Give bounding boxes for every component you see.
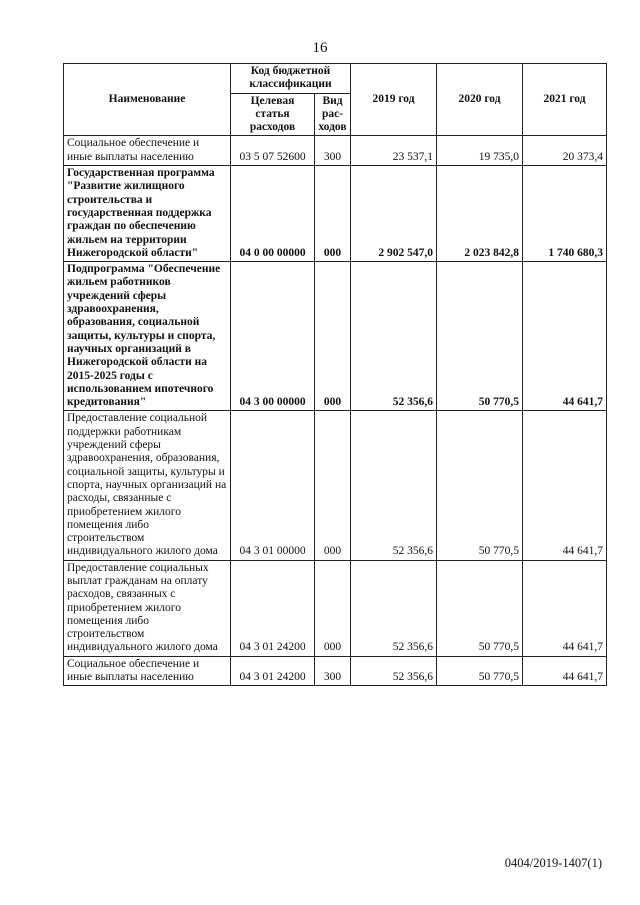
table-row [64,656,607,686]
row-value-2019: 2 902 547,0 [351,166,437,262]
row-expense-type: 300 [315,136,351,166]
row-target-item: 04 3 00 00000 [231,262,315,411]
header-target-item: Целевая статья расходов [231,93,315,136]
row-expense-type: 000 [315,560,351,656]
row-value-2020: 19 735,0 [437,136,523,166]
row-name: Государственная программа "Развитие жилищного строительства и государственная поддержка граждан по обеспечению жильем на территории Нижегородской области" [64,166,231,262]
budget-table [63,63,607,686]
row-value-2020: 50 770,5 [437,262,523,411]
row-name: Предоставление социальных выплат гражданам на оплату расходов, связанных с приобретением жилого помещения либо строительством индивидуального жилого дома [64,560,231,656]
row-value-2021: 1 740 680,3 [523,166,607,262]
header-year-2019: 2019 год [351,64,437,136]
row-target-item: 04 3 01 24200 [231,560,315,656]
header-expense-type: Вид рас- ходов [315,93,351,136]
row-target-item: 04 3 01 24200 [231,656,315,686]
table-row [64,136,607,166]
header-code-group: Код бюджетной классификации [231,64,351,94]
row-value-2020: 50 770,5 [437,411,523,560]
row-name: Социальное обеспечение и иные выплаты населению [64,656,231,686]
row-value-2019: 52 356,6 [351,656,437,686]
table-body [64,136,607,686]
row-name: Социальное обеспечение и иные выплаты населению [64,136,231,166]
row-value-2019: 52 356,6 [351,411,437,560]
row-value-2021: 44 641,7 [523,656,607,686]
header-year-2021: 2021 год [523,64,607,136]
header-year-2020: 2020 год [437,64,523,136]
page-number: 16 [312,40,328,56]
document-code: 0404/2019-1407(1) [504,856,602,870]
row-expense-type: 000 [315,262,351,411]
row-target-item: 04 0 00 00000 [231,166,315,262]
row-value-2021: 44 641,7 [523,411,607,560]
row-name: Подпрограмма "Обеспечение жильем работников учреждений сферы здравоохранения, образования, социальной защиты, культуры и спорта, научных организаций в Нижегородской области на 2015-2025 годы с использованием ипотечного кредитования" [64,262,231,411]
row-value-2019: 52 356,6 [351,262,437,411]
row-value-2021: 20 373,4 [523,136,607,166]
table-row [64,560,607,656]
row-expense-type: 300 [315,656,351,686]
row-value-2019: 23 537,1 [351,136,437,166]
row-value-2020: 2 023 842,8 [437,166,523,262]
row-expense-type: 000 [315,411,351,560]
row-value-2021: 44 641,7 [523,560,607,656]
row-value-2019: 52 356,6 [351,560,437,656]
header-name: Наименование [64,64,231,136]
row-target-item: 04 3 01 00000 [231,411,315,560]
row-value-2020: 50 770,5 [437,560,523,656]
row-expense-type: 000 [315,166,351,262]
row-name: Предоставление социальной поддержки работникам учреждений сферы здравоохранения, образования, социальной защиты, культуры и спорта, научных организаций на расходы, связанные с приобретением жилого помещения либо строительством индивидуального жилого дома [64,411,231,560]
table-row [64,411,607,560]
table-row [64,262,607,411]
row-value-2020: 50 770,5 [437,656,523,686]
row-value-2021: 44 641,7 [523,262,607,411]
row-target-item: 03 5 07 52600 [231,136,315,166]
table-row [64,166,607,262]
